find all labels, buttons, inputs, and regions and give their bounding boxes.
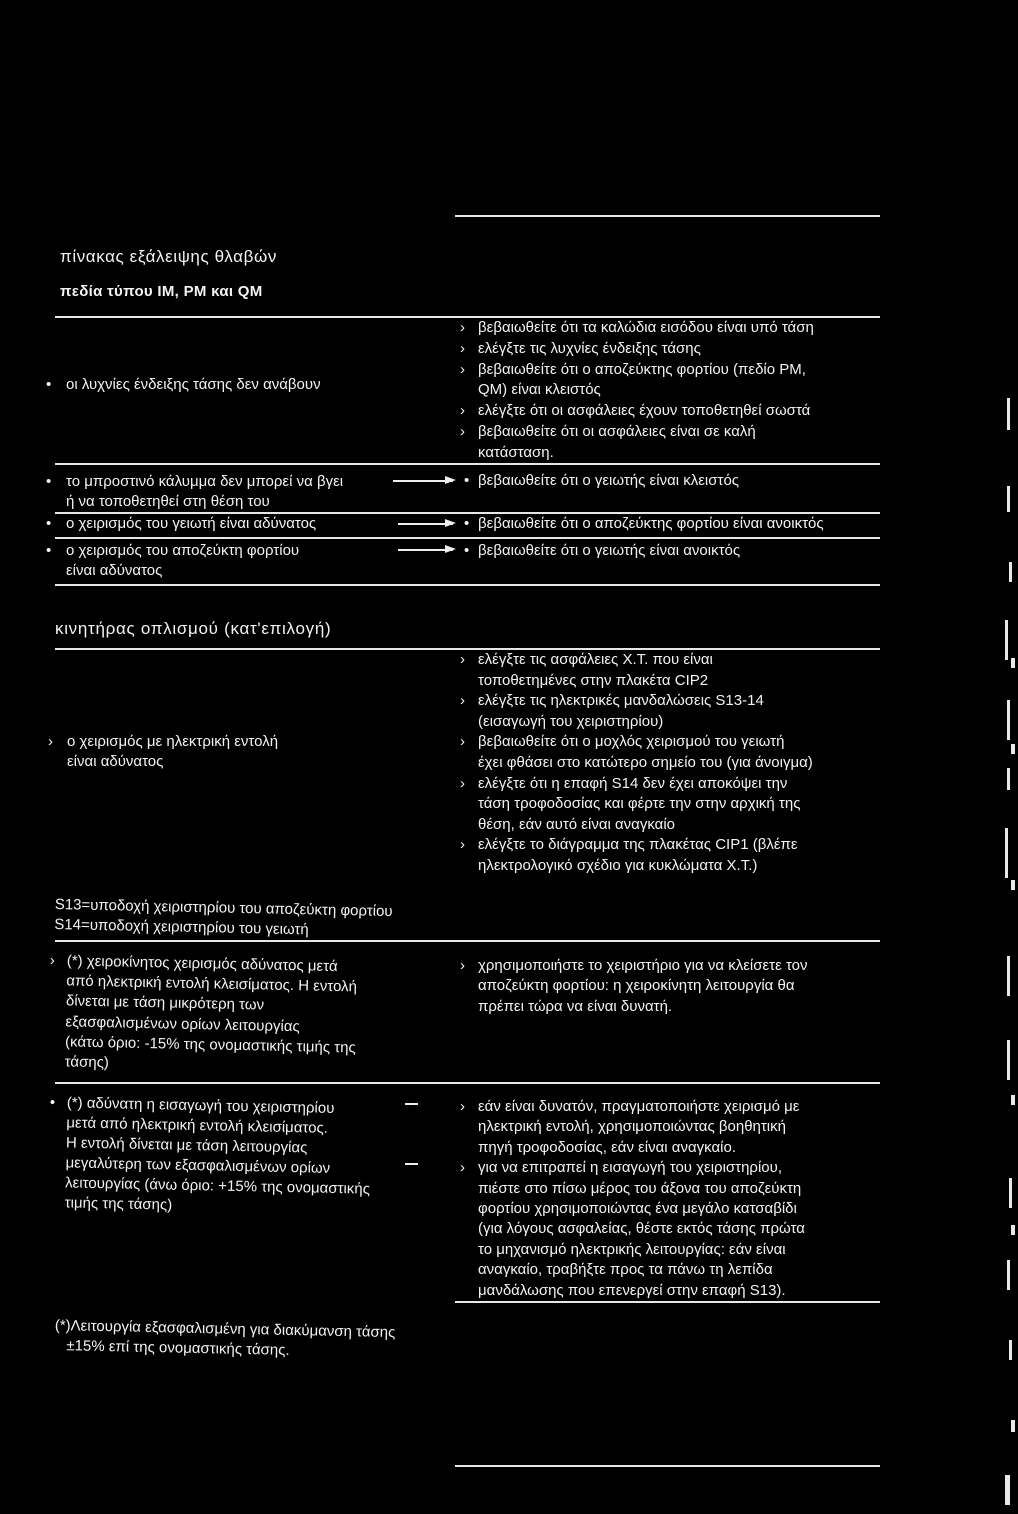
action-item [460,774,813,836]
bullet: • [46,473,52,490]
action-item [460,422,814,464]
problem-cell [46,375,321,395]
action-item [460,650,813,691]
problem-text: (*) αδύνατη η εισαγωγή του χειριστηρίου [66,1094,335,1117]
problem-cell [46,514,316,534]
action-text: ηλεκτρολογικό σχέδιο για κυκλώματα Χ.Τ.) [478,856,758,874]
bullet: • [464,472,470,489]
action-lines [478,1158,805,1301]
action-text: βεβαιωθείτε ότι ο μοχλός χειρισμού του γειωτή [478,733,785,751]
bullet: › [49,951,55,970]
action-text: βεβαιωθείτε ότι ο γειωτής είναι ανοικτός [478,542,741,559]
problem-cell [47,951,357,1079]
table-rule [55,940,880,942]
problem-text: τάσης) [64,1053,110,1072]
problem-text: ο χειρισμός με ηλεκτρική εντολή [67,733,279,750]
problem-text: Η εντολή δίνεται με τάση λειτουργίας [65,1134,308,1157]
action-text: (εισαγωγή του χειριστηρίου) [478,712,664,730]
action-text: θέση, εάν αυτό είναι αναγκαίο [478,815,675,833]
action-item [460,339,814,360]
problem-cell [48,732,278,772]
action-text: ηλεκτρική εντολή, χρησιμοποιώντας βοηθητική [478,1118,786,1136]
action-item [464,471,739,491]
connector-dash [405,1163,418,1165]
bullet: • [49,1093,56,1112]
bottom-rule [455,1465,880,1467]
scan-edge-mark [1011,880,1015,890]
problem-text: λειτουργίας (άνω όριο: +15% της ονομαστικής [64,1174,371,1198]
scan-edge-mark [1009,562,1012,582]
action-lines [478,956,808,1017]
problem-cell [46,541,299,581]
problem-lines [64,1093,371,1219]
scan-edge-mark [1011,1420,1015,1432]
problem-text: οι λυχνίες ένδειξης τάσης δεν ανάβουν [66,376,321,393]
problem-text: (*) χειροκίνητος χειρισμός αδύνατος μετά [66,952,338,976]
problem-lines [66,375,321,395]
problem-item [46,514,316,534]
problem-item [47,1093,371,1220]
action-lines [478,339,701,360]
problem-text: είναι αδύνατος [67,753,164,770]
action-lines [478,732,813,773]
problem-text: μετά από ηλεκτρική εντολή κλεισίματος. [66,1114,329,1137]
arrow-connector [393,480,453,482]
action-text: μανδάλωσης που επενεργεί στην επαφή S13). [478,1281,786,1299]
action-item [460,732,813,773]
action-item [464,514,824,534]
action-lines [478,1097,799,1158]
action-item [460,318,814,339]
action-item [460,835,813,876]
scan-edge-mark [1007,1260,1010,1290]
problem-text: το μπροστινό κάλυμμα δεν μπορεί να βγει [66,473,344,490]
page-title: πίνακας εξάλειψης θλαβών [60,247,277,266]
bullet: › [460,733,465,751]
action-text: ελέγξτε τις ηλεκτρικές μανδαλώσεις S13-14 [478,692,764,710]
footnote-line: ±15% επί της ονομαστικής τάσης. [66,1336,290,1359]
footnote [54,1316,395,1362]
bullet: › [460,319,465,336]
action-text: βεβαιωθείτε ότι ο αποζεύκτης φορτίου (πεδίο PM, [478,360,806,378]
problem-cell [47,1093,371,1220]
action-text: κατάσταση. [478,443,554,461]
scan-edge-mark [1007,700,1010,740]
scan-edge-mark [1007,768,1010,790]
action-text: (για λόγους ασφαλείας, θέστε εκτός τάσης πρώτα [478,1220,805,1238]
bullet: • [46,515,52,532]
action-lines [478,835,798,876]
table-rule [55,584,880,586]
bullet: • [46,542,52,559]
problem-lines [66,472,343,511]
action-text: ελέγξτε ότι οι ασφάλειες έχουν τοποθετηθεί σωστά [478,402,811,420]
legend-line: S13=υποδοχή χειριστηρίου του αποζεύκτη φορτίου [54,895,393,921]
actions-cell [460,318,814,464]
action-text: φορτίου χρησιμοποιώντας ένα μεγάλο κατσαβίδι [478,1200,797,1218]
scan-edge-mark [1007,956,1010,996]
bullet: • [46,376,52,393]
action-text: για να επιτραπεί η εισαγωγή του χειριστηρίου, [478,1159,783,1177]
bullet: › [460,339,465,357]
action-text: τοποθετημένες στην πλακέτα CIP2 [478,671,709,689]
footnote-line: (*)Λειτουργία εξασφαλισμένη για διακύμανση τάσης [54,1316,396,1342]
action-lines [478,422,756,464]
scan-edge-mark [1007,1040,1010,1080]
actions-cell [464,471,739,491]
problem-item [47,951,357,1079]
action-text: πιέστε στο πίσω μέρος του άξονα του αποζεύκτη [478,1179,802,1197]
problem-text: είναι αδύνατος [66,562,163,579]
bullet: • [464,515,470,532]
problem-item [46,472,343,511]
bullet: › [460,692,465,710]
scan-edge-mark [1005,828,1008,878]
actions-cell [460,650,813,877]
action-text: έχει φθάσει στο κατώτερο σημείο του (για άνοιγμα) [478,753,813,771]
problem-item [46,375,321,395]
problem-text: από ηλεκτρική εντολή κλεισίματος. Η εντολή [66,972,358,996]
section-heading: κινητήρας οπλισμού (κατ'επιλογή) [55,619,332,638]
scan-edge-mark [1007,398,1010,430]
action-text: βεβαιωθείτε ότι οι ασφάλειες είναι σε καλή [478,422,756,440]
action-text: ελέγξτε τις ασφάλειες Χ.Τ. που είναι [478,651,713,668]
problem-lines [67,732,278,772]
action-lines [478,650,713,691]
bullet: › [460,774,465,792]
problem-text: ο χειρισμός του γειωτή είναι αδύνατος [66,515,317,532]
problem-text: δίνεται με τάση μικρότερη των [65,992,265,1014]
problem-lines [66,541,299,581]
page-subtitle: πεδία τύπου IM, PM και QM [60,283,263,300]
problem-text: μεγαλύτερη των εξασφαλισμένων ορίων [65,1154,331,1177]
action-text: πηγή τροφοδοσίας, εάν είναι αναγκαίο. [478,1138,736,1156]
arrow-connector [398,523,453,525]
action-text: βεβαιωθείτε ότι ο γειωτής είναι κλειστός [478,472,740,489]
actions-cell [460,1097,805,1301]
problem-text: ή να τοποθετηθεί στη θέση του [66,492,270,510]
action-lines [478,471,739,491]
actions-cell [464,514,824,534]
connector-dash [405,1103,418,1105]
action-text: βεβαιωθείτε ότι τα καλώδια εισόδου είναι υπό τάση [478,319,814,336]
problem-lines [66,514,316,534]
scan-edge-mark [1009,1340,1012,1360]
action-text: αναγκαίο, τραβήξτε προς τα πάνω τη λεπίδα [478,1261,773,1279]
bullet: • [464,542,470,559]
problem-text: εξασφαλισμένων ορίων λειτουργίας [65,1012,300,1035]
action-text: πρέπει τώρα να είναι δυνατή. [478,997,673,1015]
scan-edge-mark [1011,744,1015,754]
top-rule [455,215,880,217]
scan-edge-mark [1005,620,1008,660]
scan-edge-mark [1011,658,1015,668]
table-rule [455,1301,880,1303]
action-text: το μηχανισμό ηλεκτρικής λειτουργίας: εάν είναι [478,1240,786,1258]
action-lines [478,401,810,422]
legend-line: S14=υποδοχή χειριστηρίου του γειωτή [54,915,309,938]
action-text: ελέγξτε το διάγραμμα της πλακέτας CIP1 (βλέπε [478,836,798,854]
problem-item [48,732,278,772]
action-text: αποζεύκτη φορτίου: η χειροκίνητη λειτουργία θα [478,977,795,995]
action-lines [478,318,814,339]
action-text: QM) είναι κλειστός [478,381,601,399]
bullet: › [460,422,465,440]
action-text: χρησιμοποιήστε το χειριστήριο για να κλείσετε τον [478,957,808,974]
problem-text: ο χειρισμός του αποζεύκτη φορτίου [66,542,300,559]
action-item [464,541,740,561]
problem-text: τιμής της τάσης) [64,1194,173,1214]
action-text: ελέγξτε τις λυχνίες ένδειξης τάσης [478,339,701,357]
table-rule [55,1082,880,1084]
problem-cell [46,472,343,511]
scan-edge-mark [1007,486,1010,512]
problem-text: (κάτω όριο: -15% της ονομαστικής τιμής της [64,1033,356,1057]
legend [54,895,393,941]
action-item [460,956,808,1017]
bullet: › [460,360,465,378]
action-text: βεβαιωθείτε ότι ο αποζεύκτης φορτίου είναι ανοικτός [478,515,824,532]
problem-item [46,541,299,581]
action-lines [478,691,764,732]
scan-edge-mark [1005,1475,1010,1505]
action-text: τάση τροφοδοσίας και φέρτε την στην αρχική της [478,795,801,813]
action-text: ελέγξτε ότι η επαφή S14 δεν έχει αποκόψει την [478,774,788,792]
scan-edge-mark [1011,1095,1015,1105]
scan-edge-mark [1011,1225,1015,1235]
bullet: › [460,836,465,854]
bullet: › [460,957,465,974]
bullet: › [460,1098,465,1115]
table-rule [55,537,880,539]
action-item [460,1097,805,1158]
action-lines [478,541,740,561]
bullet: › [460,1159,465,1177]
scan-edge-mark [1009,1178,1012,1208]
actions-cell [460,956,808,1017]
bullet: › [460,402,465,420]
action-item [460,1158,805,1301]
actions-cell [464,541,740,561]
action-lines [478,360,806,402]
action-item [460,401,814,422]
problem-lines [64,951,357,1078]
action-item [460,360,814,402]
bullet: › [48,733,53,750]
action-item [460,691,813,732]
action-text: εάν είναι δυνατόν, πραγματοποιήστε χειρισμό με [478,1098,800,1115]
bullet: › [460,651,465,668]
arrow-connector [398,549,453,551]
action-lines [478,514,824,534]
action-lines [478,774,800,836]
